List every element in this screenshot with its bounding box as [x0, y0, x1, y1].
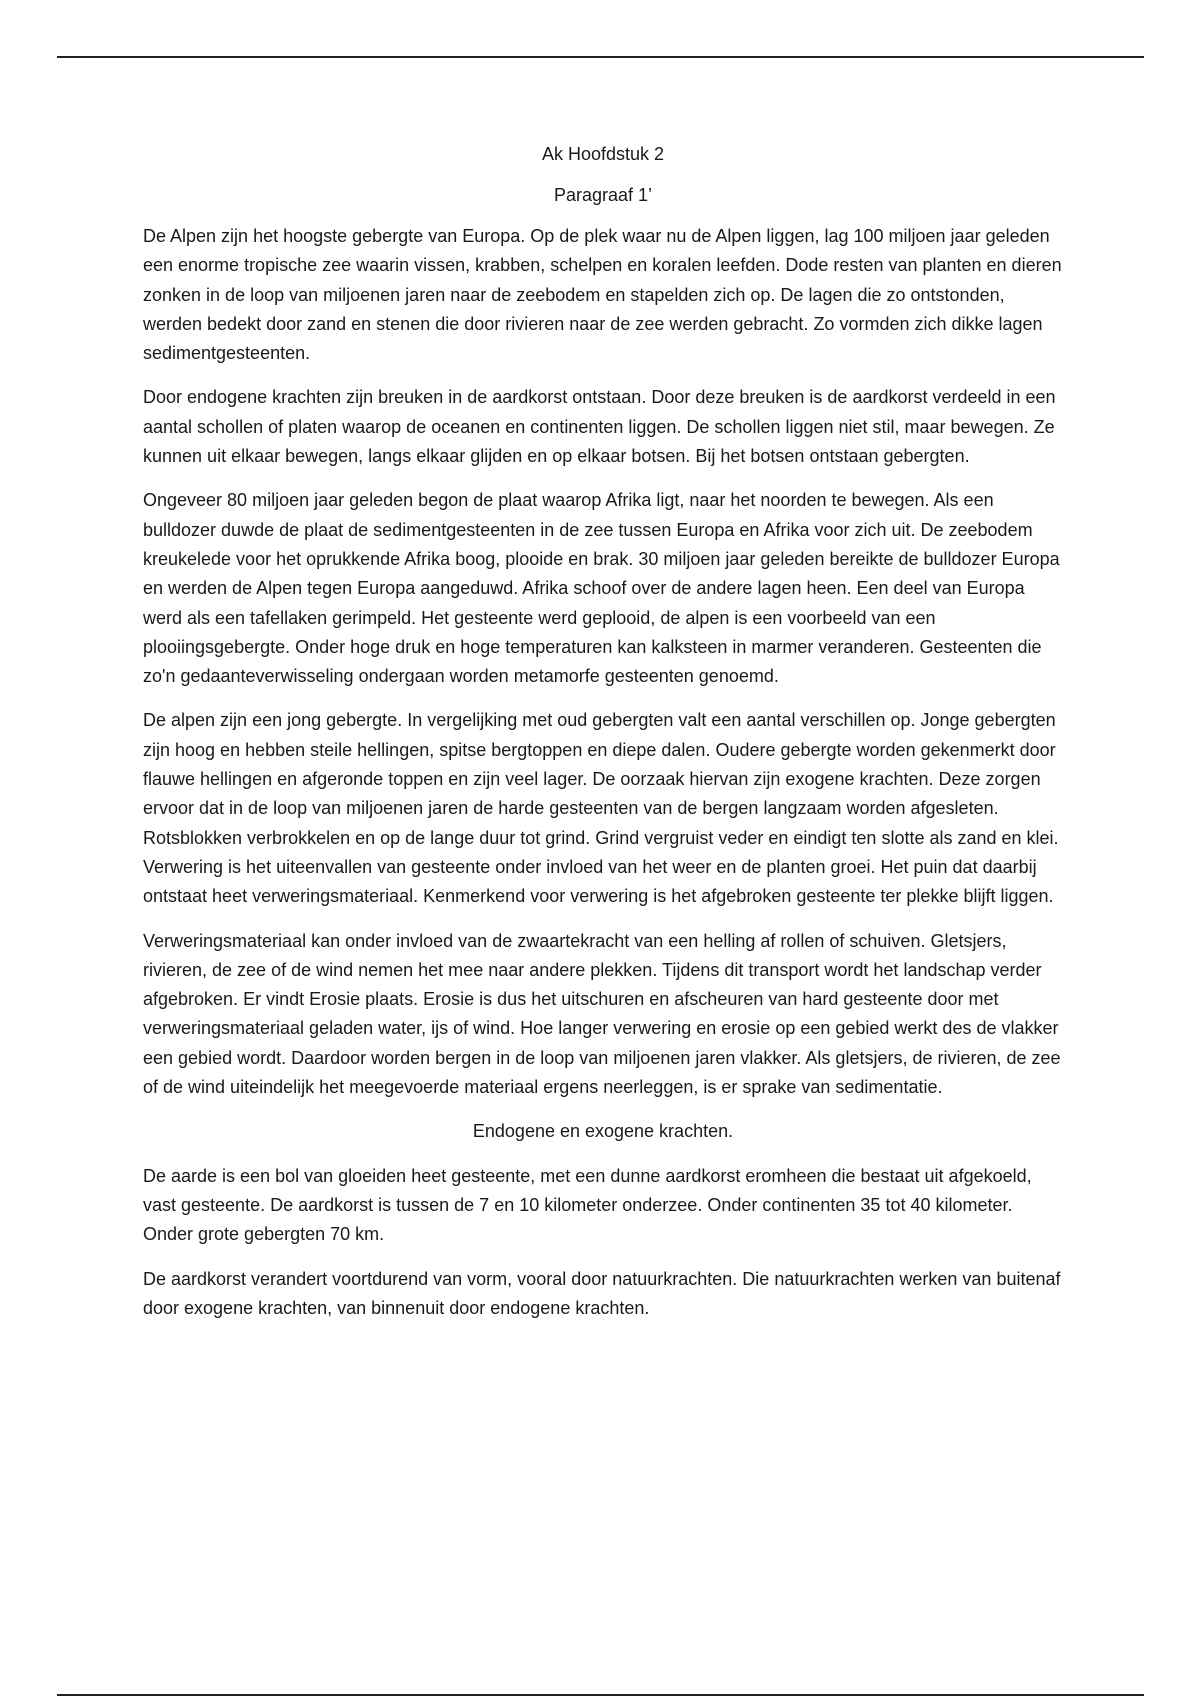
paragraph: De aardkorst verandert voortdurend van vorm, vooral door natuurkrachten. Die natuurkrachten werken van buitenaf door exogene krachten, van binnenuit door endogene krachten.: [143, 1268, 1061, 1318]
paragraph: Door endogene krachten zijn breuken in de aardkorst ontstaan. Door deze breuken is de aardkorst verdeeld in een aantal schollen of platen waarop de oceanen en continenten liggen. De schollen liggen niet stil, maar bewegen. Ze kunnen uit elkaar bewegen, langs elkaar glijden en op elkaar botsen. Bij het botsen ontstaan gebergten.: [143, 387, 1056, 467]
paragraph: Ongeveer 80 miljoen jaar geleden begon de plaat waarop Afrika ligt, naar het noorden te bewegen. Als een bulldozer duwde de plaat de sedimentgesteenten in de zee tussen Europa en Afrika voor zich uit. De zeebodem kreukelede voor het oprukkende Afrika boog, plooide en brak. 30 miljoen jaar geleden bereikte de bulldozer Europa en werden de Alpen tegen Europa aangeduwd. Afrika schoof over de andere lagen heen. Een deel van Europa werd als een tafellaken gerimpeld. Het gesteente werd geplooid, de alpen is een voorbeeld van een plooiingsgebergte. Onder hoge druk en hoge temperaturen kan kalksteen in marmer veranderen. Gesteenten die zo'n gedaanteverwisseling ondergaan worden metamorfe gesteenten genoemd.: [143, 490, 1060, 687]
document-title: Ak Hoofdstuk 2: [541, 144, 665, 164]
document-subtitle: Paragraaf 1’: [553, 185, 653, 205]
paragraph: De Alpen zijn het hoogste gebergte van Europa. Op de plek waar nu de Alpen liggen, lag 100 miljoen jaar geleden een enorme tropische zee waarin vissen, krabben, schelpen en koralen leefden. Dode resten van planten en dieren zonken in de loop van miljoenen jaren naar de zeebodem en stapelden zich op. De lagen die zo ontstonden, werden bedekt door zand en stenen die door rivieren naar de zee werden gebracht. Zo vormden zich dikke lagen sedimentgesteenten.: [143, 226, 1062, 364]
paragraph: Verweringsmateriaal kan onder invloed van de zwaartekracht van een helling af rollen of schuiven. Gletsjers, rivieren, de zee of de wind nemen het mee naar andere plekken. Tijdens dit transport wordt het landschap verder afgebroken. Er vindt Erosie plaats. Erosie is dus het uitschuren en afscheuren van hard gesteente door met verweringsmateriaal geladen water, ijs of wind. Hoe langer verwering en erosie op een gebied werkt des de vlakker een gebied wordt. Daardoor worden bergen in de loop van miljoenen jaren vlakker. Als gletsjers, de rivieren, de zee of de wind uiteindelijk het meegevoerde materiaal ergens neerleggen, is er sprake van sedimentatie.: [143, 930, 1061, 1098]
paragraph: De aarde is een bol van gloeiden heet gesteente, met een dunne aardkorst eromheen die bestaat uit afgekoeld, vast gesteente. De aardkorst is tussen de 7 en 10 kilometer onderzee. Onder continenten 35 tot 40 kilometer. Onder grote gebergten 70 km.: [143, 1165, 1032, 1245]
footer-rule: [57, 1694, 1144, 1696]
section-heading: Endogene en exogene krachten.: [472, 1121, 734, 1142]
document-body: [143, 140, 1063, 1338]
header-rule: [57, 56, 1144, 58]
paragraph: De alpen zijn een jong gebergte. In vergelijking met oud gebergten valt een aantal verschillen op. Jonge gebergten zijn hoog en hebben steile hellingen, spitse bergtoppen en diepe dalen. Oudere gebergte worden gekenmerkt door flauwe hellingen en afgeronde toppen en zijn veel lager. De oorzaak hiervan zijn exogene krachten. Deze zorgen ervoor dat in de loop van miljoenen jaren de harde gesteenten van de bergen langzaam worden afgesleten. Rotsblokken verbrokkelen en op de lange duur tot grind. Grind vergruist veder en eindigt ten slotte als zand en klei. Verwering is het uiteenvallen van gesteente onder invloed van het weer en de planten groei. Het puin dat daarbij ontstaat heet verweringsmateriaal. Kenmerkend voor verwering is het afgebroken gesteente ter plekke blijft liggen.: [143, 710, 1059, 907]
